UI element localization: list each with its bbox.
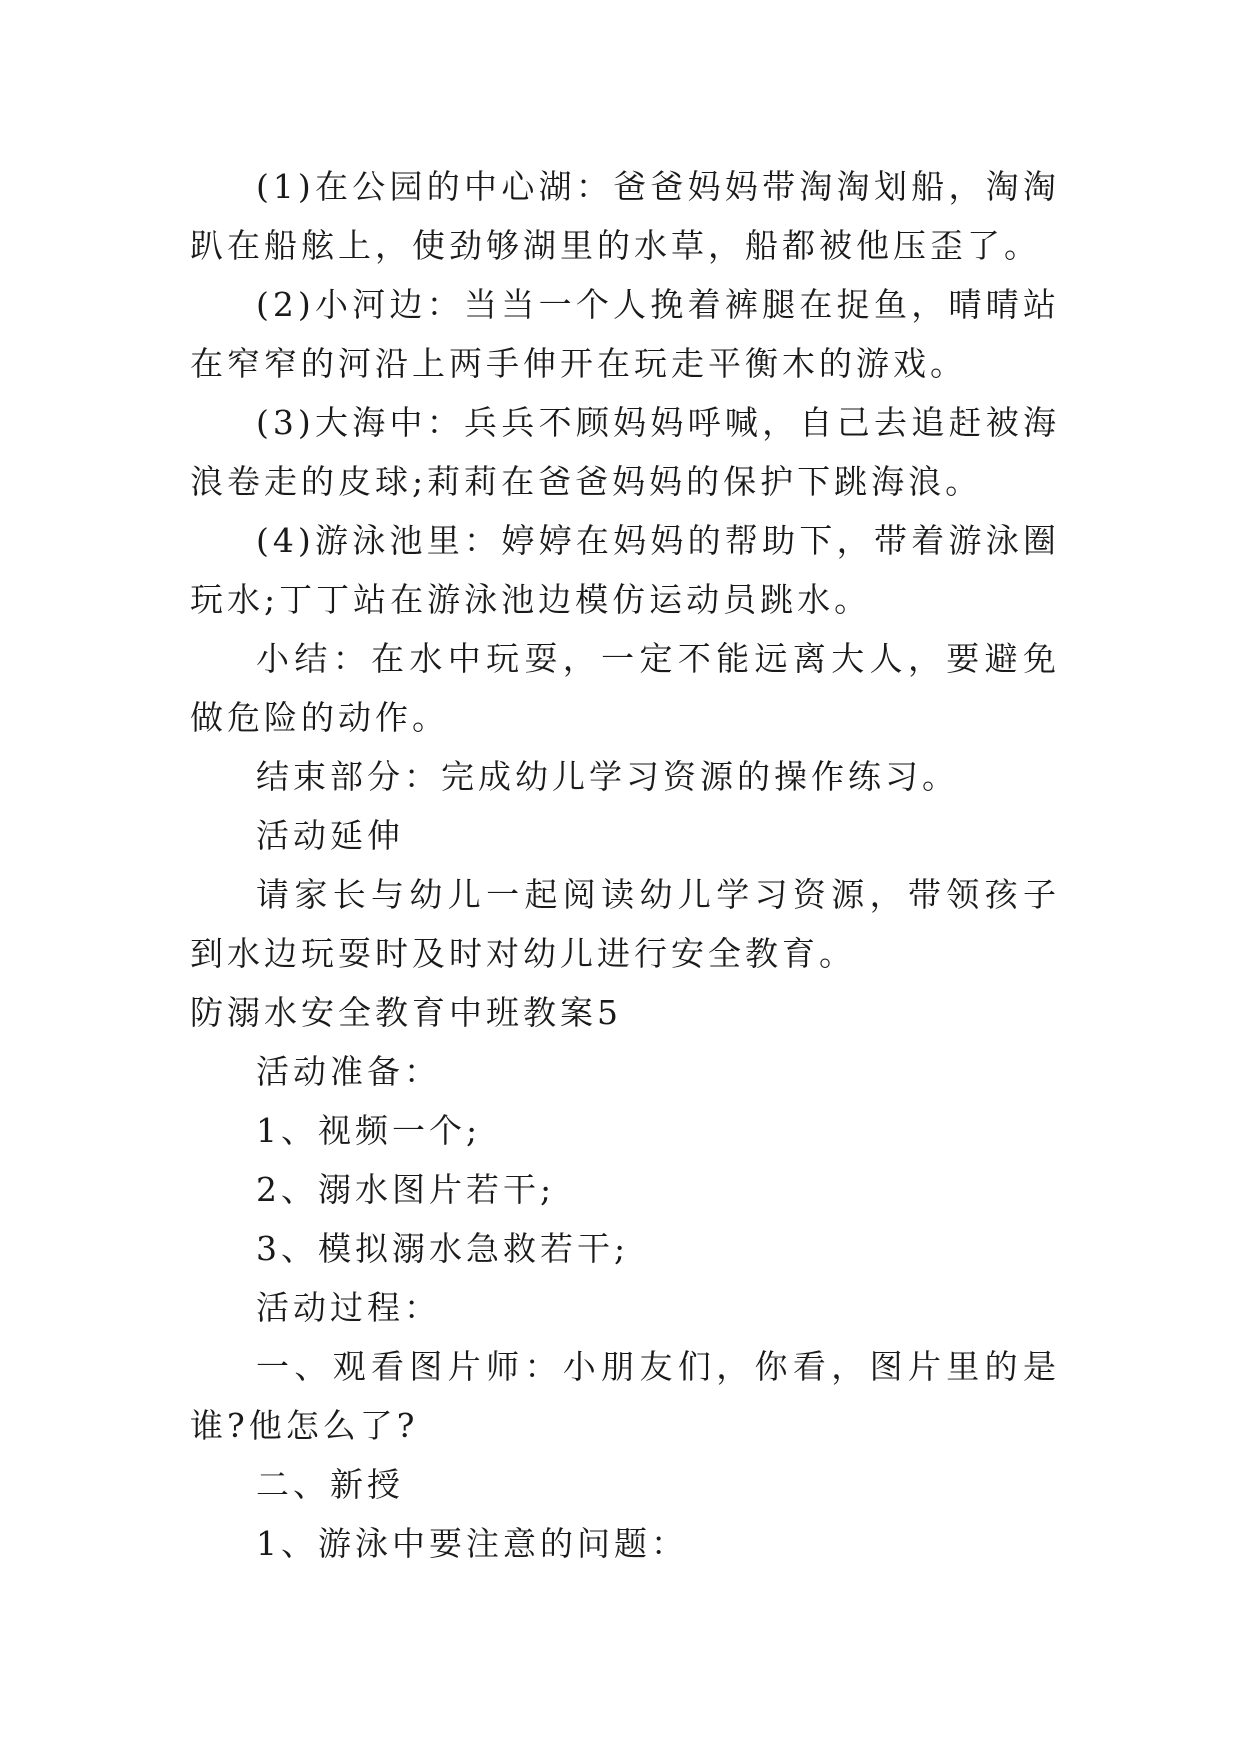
list-item-first-aid: 3、模拟溺水急救若干; (256, 1229, 630, 1268)
section-title: 防溺水安全教育中班教案5 (190, 993, 622, 1032)
heading-activity-extension: 活动延伸 (256, 816, 404, 855)
paragraph-park-lake: (1)在公园的中心湖：爸爸妈妈带淘淘划船，淘淘趴在船舷上，使劲够湖里的水草，船都被他压歪了。 (190, 167, 1060, 265)
paragraph-ending: 结束部分：完成幼儿学习资源的操作练习。 (256, 757, 959, 796)
heading-new-lesson: 二、新授 (256, 1465, 404, 1504)
paragraph-summary: 小结：在水中玩耍，一定不能远离大人，要避免做危险的动作。 (190, 639, 1060, 737)
paragraph-swimming-pool: (4)游泳池里：婷婷在妈妈的帮助下，带着游泳圈玩水;丁丁站在游泳池边模仿运动员跳水。 (190, 521, 1060, 619)
heading-activity-preparation: 活动准备： (256, 1052, 441, 1091)
heading-activity-process: 活动过程： (256, 1288, 441, 1327)
paragraph-riverside: (2)小河边：当当一个人挽着裤腿在捉鱼，晴晴站在窄窄的河沿上两手伸开在玩走平衡木的游戏。 (190, 285, 1060, 383)
list-item-video: 1、视频一个; (256, 1111, 482, 1150)
paragraph-swimming-issues: 1、游泳中要注意的问题： (256, 1524, 688, 1563)
paragraph-view-pictures: 一、观看图片师：小朋友们，你看，图片里的是谁?他怎么了? (190, 1347, 1060, 1445)
paragraph-extension-detail: 请家长与幼儿一起阅读幼儿学习资源，带领孩子到水边玩耍时及时对幼儿进行安全教育。 (190, 875, 1060, 973)
list-item-pictures: 2、溺水图片若干; (256, 1170, 556, 1209)
paragraph-sea: (3)大海中：兵兵不顾妈妈呼喊，自己去追赶被海浪卷走的皮球;莉莉在爸爸妈妈的保护下跳海浪。 (190, 403, 1060, 501)
document-body (190, 157, 1060, 1573)
